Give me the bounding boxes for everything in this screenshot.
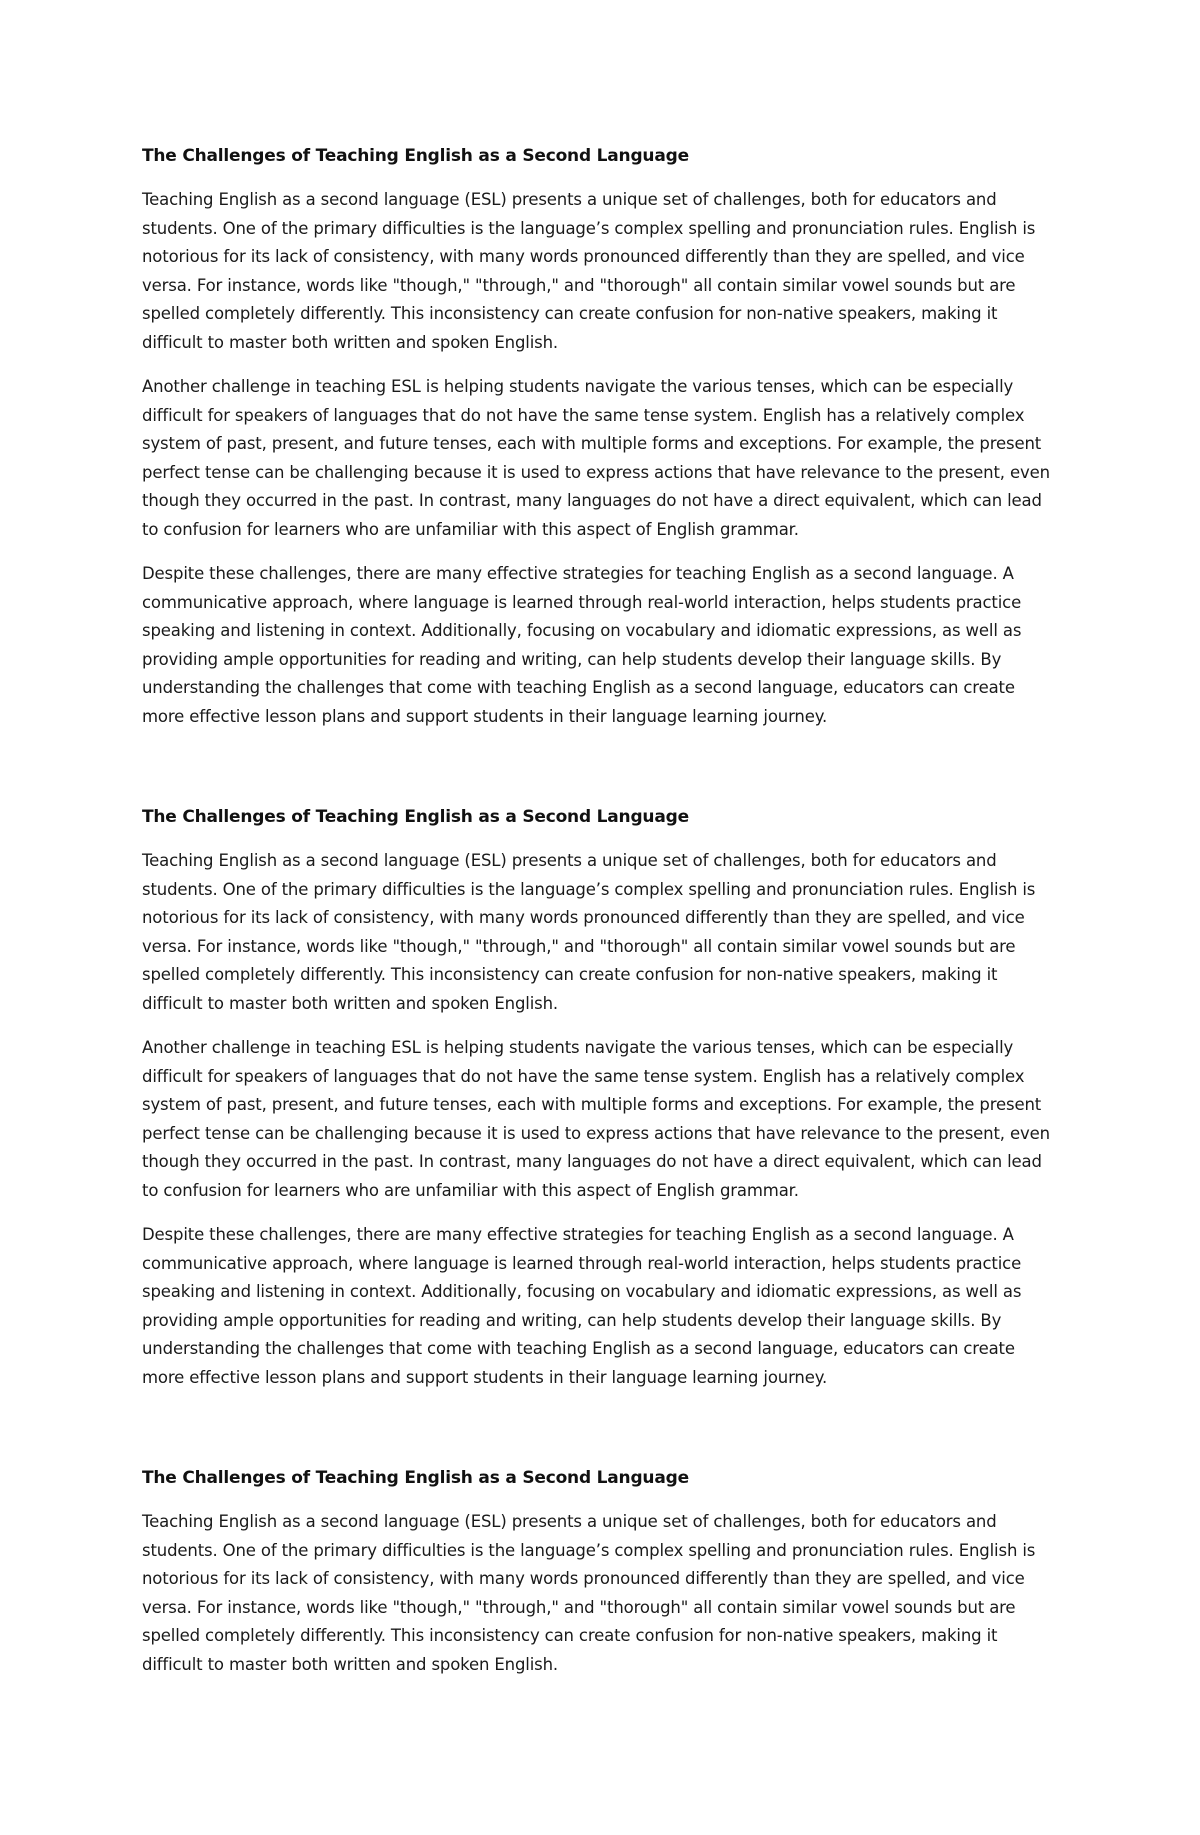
document-section bbox=[142, 805, 1062, 1408]
body-paragraph: Teaching English as a second language (ESL) presents a unique set of challenges, both for educators and students. One of the primary difficulties is the language’s complex spelling and pronunciation rules. English is notorious for its lack of consistency, with many words pronounced differently than they are spelled, and vice versa. For instance, words like "though," "through," and "thorough" all contain similar vowel sounds but are spelled completely differently. This inconsistency can create confusion for non-native speakers, making it difficult to master both written and spoken English. bbox=[142, 851, 1036, 1013]
section-heading: The Challenges of Teaching English as a Second Language bbox=[142, 807, 689, 827]
document-section bbox=[142, 1466, 1062, 1695]
body-paragraph: Teaching English as a second language (ESL) presents a unique set of challenges, both for educators and students. One of the primary difficulties is the language’s complex spelling and pronunciation rules. English is notorious for its lack of consistency, with many words pronounced differently than they are spelled, and vice versa. For instance, words like "though," "through," and "thorough" all contain similar vowel sounds but are spelled completely differently. This inconsistency can create confusion for non-native speakers, making it difficult to master both written and spoken English. bbox=[142, 190, 1036, 352]
body-paragraph: Another challenge in teaching ESL is helping students navigate the various tenses, which can be especially difficult for speakers of languages that do not have the same tense system. English has a relatively complex system of past, present, and future tenses, each with multiple forms and exceptions. For example, the present perfect tense can be challenging because it is used to express actions that have relevance to the present, even though they occurred in the past. In contrast, many languages do not have a direct equivalent, which can lead to confusion for learners who are unfamiliar with this aspect of English grammar. bbox=[142, 1038, 1050, 1200]
body-paragraph: Despite these challenges, there are many effective strategies for teaching English as a second language. A communicative approach, where language is learned through real-world interaction, helps students practice speaking and listening in context. Additionally, focusing on vocabulary and idiomatic expressions, as well as providing ample opportunities for reading and writing, can help students develop their language skills. By understanding the challenges that come with teaching English as a second language, educators can create more effective lesson plans and support students in their language learning journey. bbox=[142, 564, 1022, 726]
body-paragraph: Despite these challenges, there are many effective strategies for teaching English as a second language. A communicative approach, where language is learned through real-world interaction, helps students practice speaking and listening in context. Additionally, focusing on vocabulary and idiomatic expressions, as well as providing ample opportunities for reading and writing, can help students develop their language skills. By understanding the challenges that come with teaching English as a second language, educators can create more effective lesson plans and support students in their language learning journey. bbox=[142, 1225, 1022, 1387]
body-paragraph: Teaching English as a second language (ESL) presents a unique set of challenges, both for educators and students. One of the primary difficulties is the language’s complex spelling and pronunciation rules. English is notorious for its lack of consistency, with many words pronounced differently than they are spelled, and vice versa. For instance, words like "though," "through," and "thorough" all contain similar vowel sounds but are spelled completely differently. This inconsistency can create confusion for non-native speakers, making it difficult to master both written and spoken English. bbox=[142, 1512, 1036, 1674]
document-section bbox=[142, 144, 1062, 747]
section-heading: The Challenges of Teaching English as a Second Language bbox=[142, 1468, 689, 1488]
section-heading: The Challenges of Teaching English as a Second Language bbox=[142, 146, 689, 166]
body-paragraph: Another challenge in teaching ESL is helping students navigate the various tenses, which can be especially difficult for speakers of languages that do not have the same tense system. English has a relatively complex system of past, present, and future tenses, each with multiple forms and exceptions. For example, the present perfect tense can be challenging because it is used to express actions that have relevance to the present, even though they occurred in the past. In contrast, many languages do not have a direct equivalent, which can lead to confusion for learners who are unfamiliar with this aspect of English grammar. bbox=[142, 377, 1050, 539]
